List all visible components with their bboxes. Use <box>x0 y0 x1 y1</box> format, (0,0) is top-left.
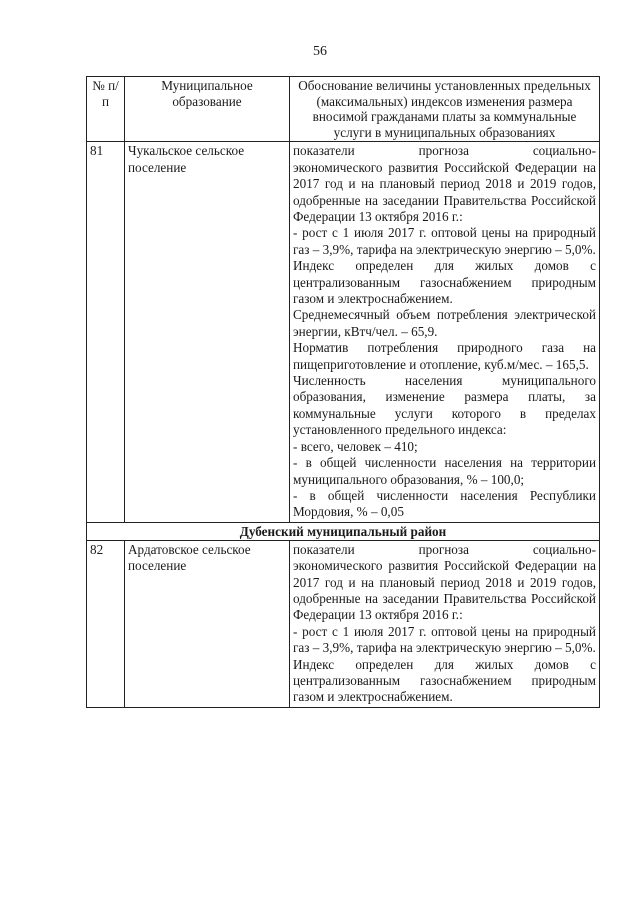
row-municipality: Ардатовское сельское поселение <box>125 540 290 707</box>
justification-paragraph: - рост с 1 июля 2017 г. оптовой цены на природный газ – 3,9%, тарифа на электрическую энергию – 5,0%. <box>293 225 596 257</box>
row-number: 81 <box>87 142 125 522</box>
row-number: 82 <box>87 540 125 707</box>
justification-first-line: показатели прогноза социально- <box>293 143 596 159</box>
table-row <box>87 142 600 522</box>
justification-paragraph: экономического развития Российской Федерации на 2017 год и на плановый период 2018 и 2019 годов, одобренные на заседании Правительства Российской Федерации 13 октября 2016 г.: <box>293 558 596 623</box>
row-municipality: Чукальское сельское поселение <box>125 142 290 522</box>
justification-paragraph: - рост с 1 июля 2017 г. оптовой цены на природный газ – 3,9%, тарифа на электрическую энергию – 5,0%. <box>293 623 596 656</box>
table-header-row <box>87 77 600 142</box>
page-number: 56 <box>313 44 327 59</box>
indices-table <box>86 76 600 708</box>
justification-paragraph: Индекс определен для жилых домов с централизованным газоснабжением природным газом и электроснабжением. <box>293 258 596 307</box>
justification-paragraph: Норматив потребления природного газа на пищеприготовление и отопление, куб.м/мес. – 165,5. <box>293 340 596 372</box>
justification-paragraph: - всего, человек – 410; <box>293 438 418 454</box>
table-row <box>87 540 600 707</box>
row-justification <box>290 142 600 522</box>
header-municipality: Муниципальное образование <box>125 77 290 142</box>
header-justification: Обоснование величины установленных предельных (максимальных) индексов изменения размера вносимой гражданами платы за коммунальные услуги в муниципальных образованиях <box>290 77 600 142</box>
justification-first-line: показатели прогноза социально- <box>293 541 596 557</box>
justification-paragraph: Численность населения муниципального образования, изменение размера платы, за коммунальные услуги которого в пределах установленного предельного индекса: <box>293 373 596 438</box>
justification-paragraph: - в общей численности населения на территории муниципального образования, % – 100,0; <box>293 455 596 487</box>
district-row <box>87 522 600 540</box>
justification-paragraph: - в общей численности населения Республики Мордовия, % – 0,05 <box>293 487 596 520</box>
district-title: Дубенский муниципальный район <box>87 522 600 540</box>
justification-paragraph: экономического развития Российской Федерации на 2017 год и на плановый период 2018 и 2019 годов, одобренные на заседании Правительства Российской Федерации 13 октября 2016 г.: <box>293 159 596 224</box>
justification-paragraph: Индекс определен для жилых домов с централизованным газоснабжением природным газом и электроснабжением. <box>293 656 596 705</box>
justification-paragraph: Среднемесячный объем потребления электрической энергии, кВтч/чел. – 65,9. <box>293 307 596 339</box>
header-number: № п/п <box>87 77 125 142</box>
row-justification <box>290 540 600 707</box>
